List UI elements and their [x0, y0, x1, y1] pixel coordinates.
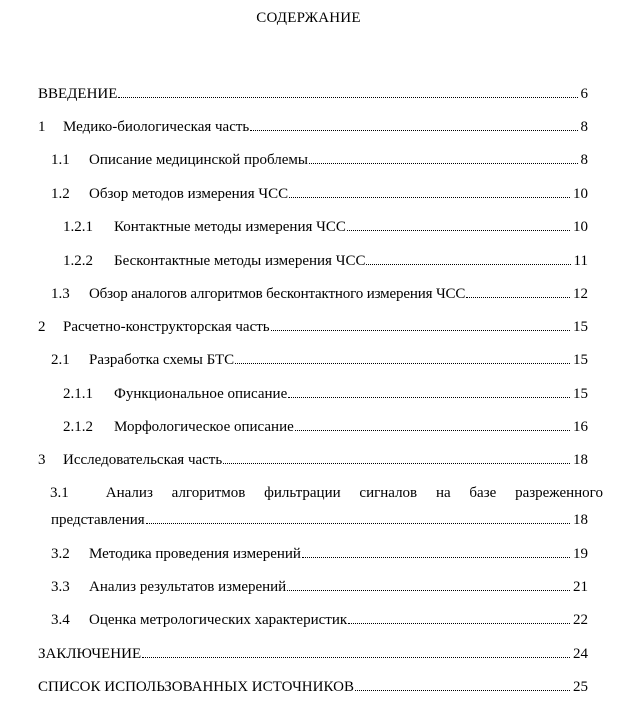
toc-entry-label: Разработка схемы БТС [89, 352, 235, 368]
toc-entry-page: 15 [573, 386, 588, 402]
toc-entry-page: 16 [573, 419, 588, 435]
toc-entry-number: 1.2.2 [63, 253, 93, 269]
page-title: СОДЕРЖАНИЕ [256, 10, 361, 26]
toc-entry-section-1-3[interactable] [0, 286, 617, 303]
toc-entry-page: 15 [573, 352, 588, 368]
dot-leader [146, 522, 570, 524]
dot-leader [289, 196, 570, 198]
toc-entry-page: 10 [573, 219, 588, 235]
toc-entry-label: СПИСОК ИСПОЛЬЗОВАННЫХ ИСТОЧНИКОВ [38, 679, 354, 695]
dot-leader [235, 362, 570, 364]
toc-entry-word: алгоритмов [171, 485, 246, 501]
toc-entry-section-1-1[interactable] [0, 152, 617, 169]
toc-entry-page: 6 [580, 86, 588, 102]
toc-entry-label: Методика проведения измерений [89, 546, 301, 562]
dot-leader [142, 656, 570, 658]
toc-entry-word: разреженного [515, 485, 603, 501]
toc-entry-number: 3 [38, 452, 46, 468]
toc-entry-references[interactable] [0, 679, 617, 696]
toc-entry-label: Функциональное описание [114, 386, 288, 402]
toc-entry-section-1[interactable] [0, 119, 617, 136]
toc-entry-section-3[interactable] [0, 452, 617, 469]
toc-entry-number: 2 [38, 319, 46, 335]
toc-entry-label: Обзор аналогов алгоритмов бесконтактного измерения ЧСС [89, 286, 466, 302]
toc-entry-number: 1 [38, 119, 46, 135]
toc-entry-page: 24 [573, 646, 588, 662]
toc-entry-introduction[interactable] [0, 86, 617, 103]
toc-entry-number: 1.2.1 [63, 219, 93, 235]
toc-entry-section-3-2[interactable] [0, 546, 617, 563]
toc-entry-label: Исследовательская часть [63, 452, 223, 468]
toc-entry-label: Анализ результатов измерений [89, 579, 287, 595]
toc-entry-number: 2.1.2 [63, 419, 93, 435]
toc-entry-label: Оценка метрологических характеристик [89, 612, 348, 628]
toc-entry-section-3-3[interactable] [0, 579, 617, 596]
toc-entry-label: ВВЕДЕНИЕ [38, 86, 118, 102]
toc-entry-section-2-1[interactable] [0, 352, 617, 369]
toc-entry-word: сигналов [359, 485, 418, 501]
toc-entry-page: 12 [573, 286, 588, 302]
toc-entry-page: 10 [573, 186, 588, 202]
toc-entry-number: 1.3 [51, 286, 70, 302]
toc-entry-label-continued: представления [51, 512, 145, 528]
toc-entry-label: Расчетно-конструкторская часть [63, 319, 270, 335]
dot-leader [355, 689, 570, 691]
toc-entry-number: 3.3 [51, 579, 70, 595]
toc-entry-label: ЗАКЛЮЧЕНИЕ [38, 646, 142, 662]
toc-entry-page: 21 [573, 579, 588, 595]
toc-entry-number: 2.1 [51, 352, 70, 368]
toc-entry-conclusion[interactable] [0, 646, 617, 663]
toc-entry-section-2-1-2[interactable] [0, 419, 617, 436]
dot-leader [223, 462, 570, 464]
toc-entry-label: Обзор методов измерения ЧСС [89, 186, 289, 202]
toc-entry-word: Анализ [105, 485, 153, 501]
toc-entry-first-line [50, 485, 603, 502]
toc-entry-second-line [0, 512, 617, 529]
toc-entry-number: 3.2 [51, 546, 70, 562]
toc-entry-number: 1.2 [51, 186, 70, 202]
dot-leader [271, 329, 570, 331]
toc-entry-label: Морфологическое описание [114, 419, 294, 435]
toc-entry-number: 3.1 [50, 485, 69, 501]
toc-entry-number: 1.1 [51, 152, 70, 168]
toc-entry-page: 25 [573, 679, 588, 695]
toc-entry-label: Описание медицинской проблемы [89, 152, 309, 168]
toc-entry-section-1-2[interactable] [0, 186, 617, 203]
toc-entry-number: 2.1.1 [63, 386, 93, 402]
dot-leader [118, 96, 577, 98]
toc-entry-label: Контактные методы измерения ЧСС [114, 219, 346, 235]
dot-leader [348, 622, 570, 624]
toc-entry-label: Бесконтактные методы измерения ЧСС [114, 253, 366, 269]
dot-leader [288, 396, 570, 398]
dot-leader [309, 162, 577, 164]
toc-entry-word: базе [469, 485, 497, 501]
dot-leader [302, 556, 570, 558]
dot-leader [287, 589, 570, 591]
toc-entry-page: 19 [573, 546, 588, 562]
toc-entry-section-1-2-2[interactable] [0, 253, 617, 270]
toc-entry-label: Медико-биологическая часть [63, 119, 250, 135]
dot-leader [295, 429, 570, 431]
toc-entry-page: 8 [580, 152, 588, 168]
toc-entry-page: 22 [573, 612, 588, 628]
dot-leader [366, 263, 570, 265]
dot-leader [466, 296, 570, 298]
toc-entry-section-1-2-1[interactable] [0, 219, 617, 236]
toc-entry-number: 3.4 [51, 612, 70, 628]
toc-entry-word: фильтрации [264, 485, 341, 501]
dot-leader [250, 129, 577, 131]
toc-entry-page: 18 [573, 452, 588, 468]
toc-entry-page: 11 [573, 253, 588, 269]
dot-leader [347, 229, 570, 231]
toc-entry-section-2-1-1[interactable] [0, 386, 617, 403]
toc-entry-page: 8 [580, 119, 588, 135]
toc-entry-section-2[interactable] [0, 319, 617, 336]
toc-entry-page: 18 [573, 512, 588, 528]
toc-entry-word: на [435, 485, 451, 501]
toc-entry-page: 15 [573, 319, 588, 335]
toc-entry-section-3-4[interactable] [0, 612, 617, 629]
